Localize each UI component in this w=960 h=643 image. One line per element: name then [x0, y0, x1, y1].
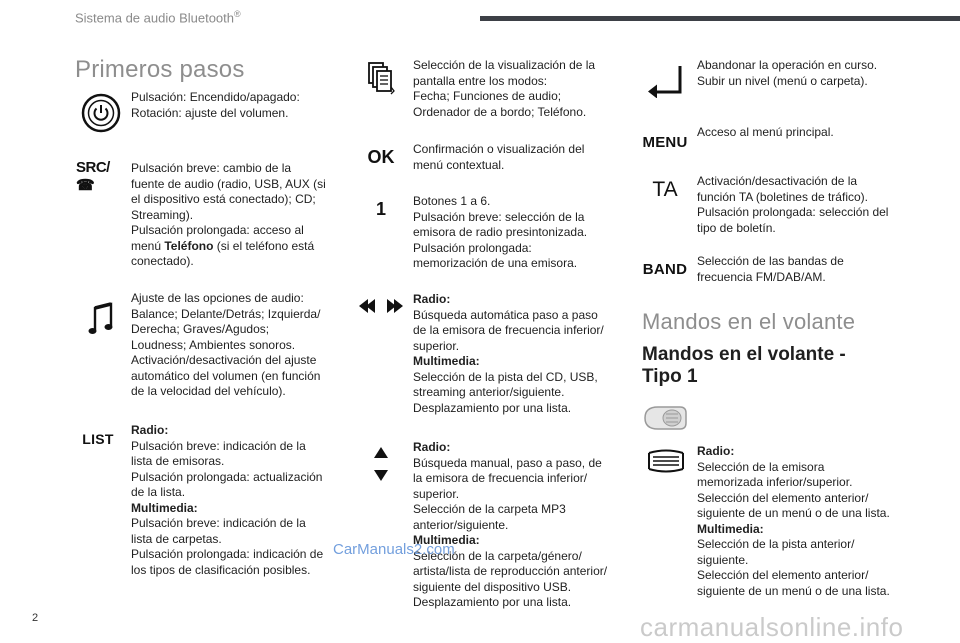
desc-line: Pulsación prolongada: indicación de: [131, 547, 324, 561]
desc-line: anterior/siguiente.: [413, 517, 509, 532]
watermark-carmanuals2: CarManuals2.com: [333, 541, 455, 558]
desc-line: Multimedia:: [131, 500, 198, 515]
desc-band: [697, 254, 844, 285]
desc-line: Pulsación prolongada: acceso al: [131, 223, 304, 237]
desc-line: lista de emisoras.: [131, 454, 225, 468]
desc-line: Selección de la pista del CD, USB,: [413, 369, 598, 384]
desc-line: Radio:: [413, 440, 451, 454]
desc-line: los tipos de clasificación posibles.: [131, 562, 311, 577]
back-arrow-icon: [646, 60, 686, 98]
desc-line: Pulsación prolongada: actualización: [131, 469, 323, 484]
desc-line: Pulsación breve: cambio de la: [131, 161, 292, 175]
desc-line: Selección del elemento anterior/: [697, 568, 869, 582]
desc-line: Selección del elemento anterior/: [697, 490, 869, 505]
music-note-icon: [86, 300, 116, 340]
desc-line: Pulsación prolongada: selección del: [697, 205, 889, 219]
desc-seek: [413, 292, 604, 416]
band-label: BAND: [642, 260, 688, 278]
desc-line: Pulsación breve: indicación de la: [131, 516, 306, 530]
desc-line: Acceso al menú principal.: [697, 125, 834, 139]
desc-line: Abandonar la operación en curso.: [697, 58, 878, 72]
seek-arrows-icon: [358, 297, 404, 315]
power-icon: [80, 92, 122, 134]
desc-presets: [413, 194, 587, 272]
desc-line: Selección de la visualización de la: [413, 58, 596, 72]
ok-button-icon: [364, 146, 398, 168]
desc-line: Confirmación o visualización del: [413, 142, 585, 156]
header-section-title: Sistema de audio Bluetooth®: [75, 9, 241, 26]
desc-line: Balance; Delante/Detrás; Izquierda/: [131, 306, 321, 321]
desc-line: el dispositivo está conectado); CD;: [131, 192, 316, 206]
desc-line: streaming anterior/siguiente.: [413, 385, 565, 399]
desc-line: de la lista.: [131, 485, 186, 499]
desc-display-mode: [413, 58, 595, 120]
desc-audio-settings: [131, 291, 320, 400]
wheel-thumbwheel-icon: [646, 448, 686, 474]
steering-control-icon: [641, 403, 689, 433]
desc-line: Fecha; Funciones de audio;: [413, 89, 562, 103]
desc-line: [131, 239, 326, 255]
section-title-primeros-pasos: Primeros pasos: [75, 56, 245, 83]
desc-line: emisora de radio presintonizada.: [413, 225, 588, 239]
desc-line: Radio:: [413, 292, 451, 306]
ta-button-icon: [650, 178, 680, 202]
desc-line: Derecha; Graves/Agudos;: [131, 322, 270, 336]
desc-line: Pulsación prolongada:: [413, 240, 532, 255]
desc-line: la emisora de frecuencia inferior/: [413, 471, 588, 485]
menu-button-icon: [642, 133, 688, 151]
desc-text: (si el teléfono está: [213, 238, 315, 253]
desc-line: artista/lista de reproducción anterior/: [413, 564, 608, 578]
subtitle-line-1: Mandos en el volante -: [642, 344, 846, 365]
desc-line: Loudness; Ambientes sonoros.: [131, 337, 296, 352]
desc-line: Botones 1 a 6.: [413, 194, 491, 208]
desc-back: [697, 58, 877, 89]
desc-ta: [697, 174, 888, 236]
desc-line: Selección de las bandas de: [697, 254, 844, 268]
desc-line: Pulsación: Encendido/apagado:: [131, 90, 300, 104]
desc-line: siguiente del dispositivo USB.: [413, 579, 572, 594]
desc-line: pantalla entre los modos:: [413, 73, 548, 88]
desc-line: Multimedia:: [413, 354, 480, 368]
desc-line: Multimedia:: [697, 521, 764, 536]
desc-menu: [697, 125, 834, 141]
desc-line: menú contextual.: [413, 157, 505, 172]
one-label: 1: [375, 198, 386, 219]
header-bar: [480, 16, 960, 21]
desc-line: tipo de boletín.: [697, 220, 776, 235]
watermark-carmanualsonline: carmanualsonline.info: [640, 612, 904, 642]
subtitle-mandos-tipo1: [642, 344, 846, 388]
desc-line: fuente de audio (radio, USB, AUX (si: [131, 176, 326, 191]
desc-text: menú: [131, 238, 165, 253]
desc-line: Activación/desactivación de la: [697, 174, 858, 188]
desc-line: frecuencia FM/DAB/AM.: [697, 269, 826, 284]
desc-line: de la emisora de frecuencia inferior/: [413, 323, 604, 337]
desc-line: Desplazamiento por una lista.: [413, 400, 572, 415]
list-label: LIST: [82, 431, 114, 447]
desc-list: [131, 423, 323, 578]
menu-label: MENU: [642, 133, 688, 151]
desc-line: siguiente.: [697, 552, 749, 567]
display-mode-icon: [366, 60, 396, 96]
desc-line: Ordenador de a bordo; Teléfono.: [413, 104, 587, 119]
desc-line: Selección de la carpeta MP3: [413, 502, 566, 516]
subtitle-line-2: Tipo 1: [642, 366, 698, 387]
band-button-icon: [642, 260, 688, 278]
desc-line: Desplazamiento por una lista.: [413, 595, 572, 609]
desc-line: lista de carpetas.: [131, 531, 222, 546]
desc-line: Búsqueda automática paso a paso: [413, 307, 598, 322]
desc-line: automático del volumen (en función: [131, 368, 321, 383]
desc-line: Búsqueda manual, paso a paso, de: [413, 455, 602, 470]
desc-line: Subir un nivel (menú o carpeta).: [697, 73, 868, 88]
desc-ok: [413, 142, 584, 173]
desc-line: Pulsación breve: indicación de la: [131, 438, 306, 453]
ta-label: TA: [652, 178, 678, 201]
desc-line: Rotación: ajuste del volumen.: [131, 105, 289, 120]
section-title-mandos-volante: Mandos en el volante: [642, 309, 856, 334]
desc-line: Selección de la emisora: [697, 459, 825, 474]
desc-bold-term: Teléfono: [164, 238, 214, 253]
page-number: 2: [32, 612, 39, 624]
desc-line: superior.: [413, 486, 460, 501]
desc-line: Activación/desactivación del ajuste: [131, 353, 317, 367]
list-button-icon: [78, 430, 118, 448]
desc-line: conectado).: [131, 254, 194, 268]
desc-line: siguiente de un menú o de una lista.: [697, 583, 890, 598]
desc-line: Selección de la carpeta/género/: [413, 548, 582, 563]
desc-line: Radio:: [697, 444, 735, 458]
up-down-arrows-icon: [371, 445, 391, 483]
desc-src: [131, 161, 326, 270]
desc-line: Streaming).: [131, 207, 194, 222]
desc-line: superior.: [413, 338, 460, 353]
ok-label: OK: [367, 146, 395, 167]
desc-line: Pulsación breve: selección de la: [413, 209, 585, 224]
desc-line: de la velocidad del vehículo).: [131, 384, 286, 398]
desc-line: memorizada inferior/superior.: [697, 475, 853, 489]
desc-line: Multimedia:: [413, 533, 480, 547]
desc-steering-wheel: [697, 444, 890, 599]
desc-line: memorización de una emisora.: [413, 256, 578, 270]
desc-line: función TA (boletines de tráfico).: [697, 189, 868, 204]
src-label: SRC/☎: [76, 158, 110, 194]
preset-button-icon: [372, 198, 390, 220]
desc-manual-seek: [413, 440, 607, 611]
desc-line: Ajuste de las opciones de audio:: [131, 291, 304, 305]
desc-power: [131, 90, 300, 121]
desc-line: Radio:: [131, 423, 169, 437]
src-button-icon: [76, 158, 124, 194]
desc-line: Selección de la pista anterior/: [697, 537, 855, 551]
desc-line: siguiente de un menú o de una lista.: [697, 506, 890, 520]
